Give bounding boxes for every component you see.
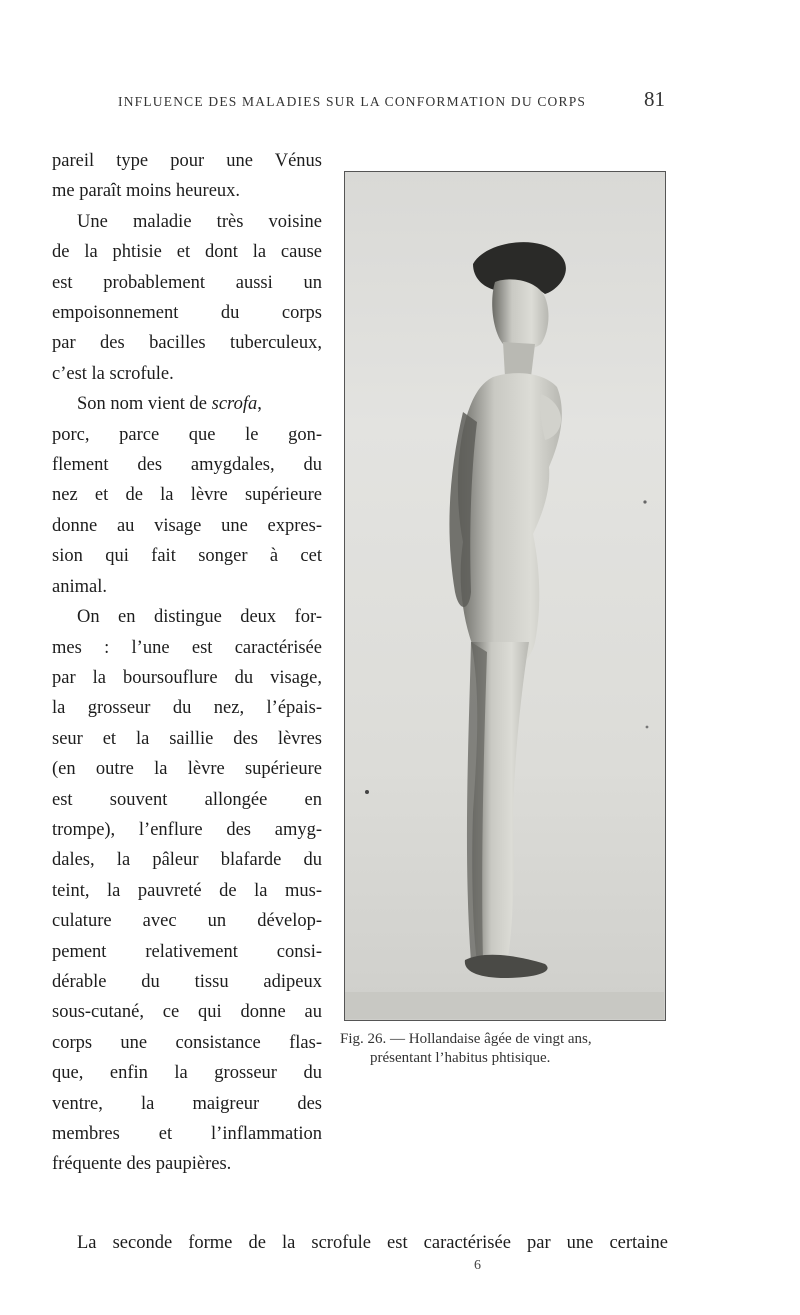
caption-line: Fig. 26. — Hollandaise âgée de vingt ans, — [340, 1031, 592, 1047]
text-line: est souvent allongée en — [52, 789, 322, 810]
text-line: pareil type pour une Vénus — [52, 151, 322, 171]
text-fragment: , — [257, 394, 262, 415]
text-line: seur et la saillie des lèvres — [52, 728, 322, 749]
text-line: fréquente des paupières. — [52, 1154, 232, 1175]
text-line: empoisonnement du corps — [52, 303, 322, 324]
text-line: pement relativement consi- — [52, 941, 322, 962]
text-line: sion qui fait songer à cet — [52, 546, 322, 567]
printer-signature-mark: 6 — [474, 1258, 481, 1273]
text-line-full-width: La seconde forme de la scrofule est caractérisée par une certaine — [77, 1233, 668, 1253]
page-number: 81 — [644, 87, 665, 111]
text-line: c’est la scrofule. — [52, 363, 174, 384]
text-line: porc, parce que le gon- — [52, 424, 322, 445]
text-line: est probablement aussi un — [52, 272, 322, 293]
text-line: la grosseur du nez, l’épais- — [52, 698, 322, 719]
italic-term: scrofa — [211, 394, 258, 415]
text-line: mes : l’une est caractérisée — [52, 637, 322, 658]
text-line: corps une consistance flas- — [52, 1032, 322, 1053]
text-line: Une maladie très voisine — [77, 211, 322, 232]
figure-photograph — [344, 171, 666, 1021]
text-line: ventre, la maigreur des — [52, 1093, 322, 1114]
body-text-column — [52, 146, 322, 1180]
text-line: nez et de la lèvre supérieure — [52, 485, 322, 506]
text-fragment: Son nom vient de — [77, 394, 208, 415]
text-line: dales, la pâleur blafarde du — [52, 850, 322, 871]
text-line: animal. — [52, 576, 107, 597]
text-line: que, enfin la grosseur du — [52, 1063, 322, 1084]
running-title: INFLUENCE DES MALADIES SUR LA CONFORMATION DU CORPS — [118, 94, 587, 109]
text-line — [52, 389, 322, 419]
standing-figure-illustration — [345, 172, 664, 1019]
text-line: membres et l’inflammation — [52, 1124, 322, 1144]
text-line: teint, la pauvreté de la mus- — [52, 880, 322, 901]
figure-caption — [340, 1030, 670, 1068]
text-line: de la phtisie et dont la cause — [52, 242, 322, 263]
text-line: sous-cutané, ce qui donne au — [52, 1002, 322, 1023]
text-line: donne au visage une expres- — [52, 515, 322, 536]
text-line: trompe), l’enflure des amyg- — [52, 819, 322, 840]
text-line: par des bacilles tuberculeux, — [52, 333, 322, 354]
text-line: dérable du tissu adipeux — [52, 971, 322, 992]
text-line: flement des amygdales, du — [52, 455, 322, 476]
text-line: par la boursouflure du visage, — [52, 667, 322, 688]
caption-line: présentant l’habitus phtisique. — [370, 1050, 551, 1066]
text-line: On en distingue deux for- — [77, 607, 322, 628]
text-line: me paraît moins heureux. — [52, 181, 241, 202]
text-line: (en outre la lèvre supérieure — [52, 759, 322, 780]
text-line: culature avec un dévelop- — [52, 911, 322, 932]
